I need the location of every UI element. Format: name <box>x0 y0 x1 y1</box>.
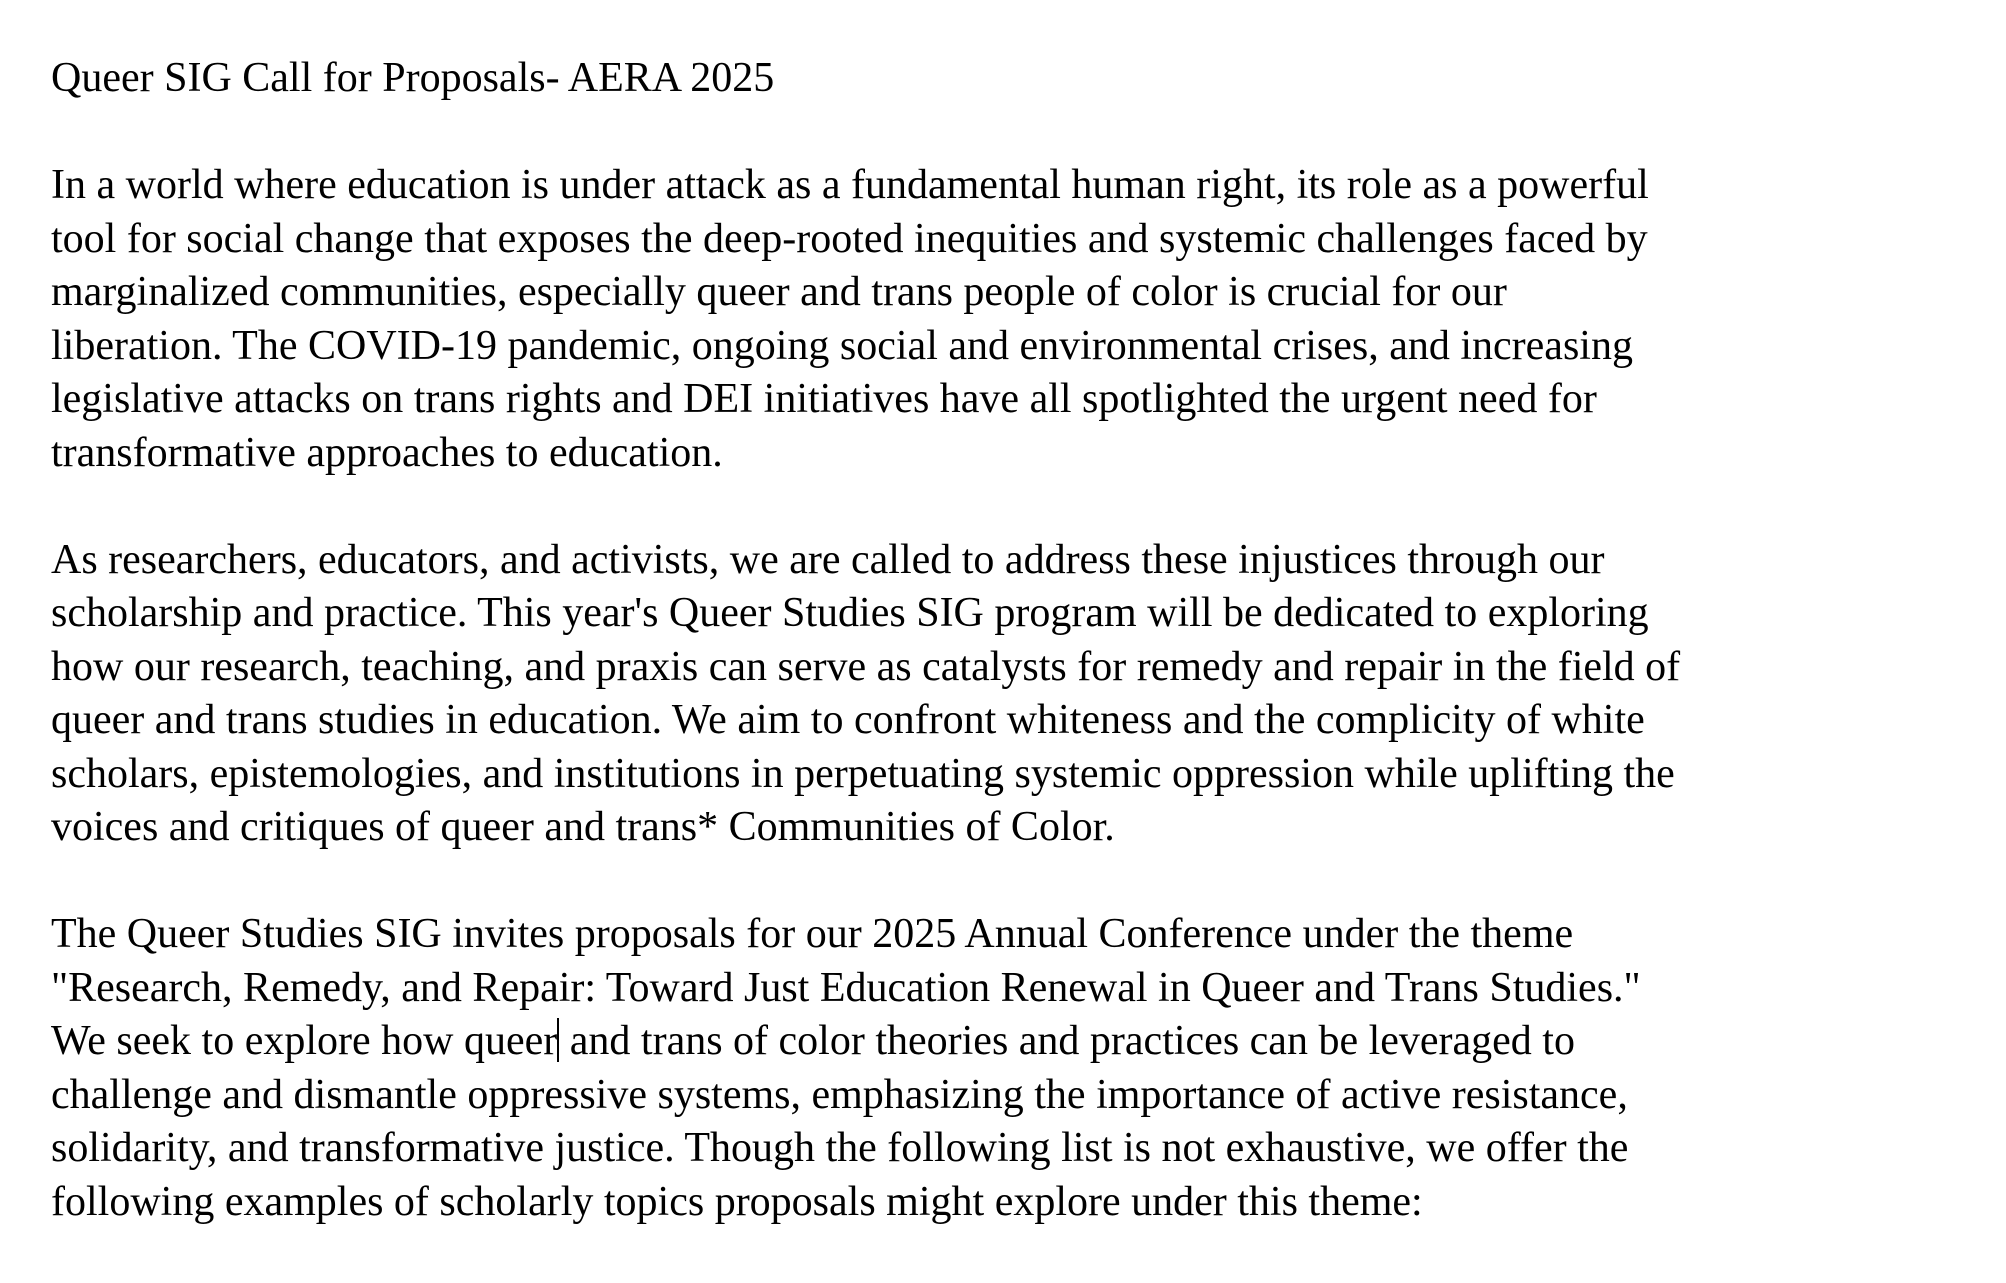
text-line[interactable]: tool for social change that exposes the deep-rooted inequities and systemic challenges faced by <box>51 215 1648 262</box>
text-line[interactable]: As researchers, educators, and activists, we are called to address these injustices through our <box>51 536 1605 583</box>
text-line[interactable]: The Queer Studies SIG invites proposals for our 2025 Annual Conference under the theme <box>51 911 1574 957</box>
paragraph-2[interactable] <box>51 534 1951 855</box>
text-line[interactable]: In a world where education is under attack as a fundamental human right, its role as a powerful <box>51 162 1649 208</box>
text-line[interactable]: scholarship and practice. This year's Queer Studies SIG program will be dedicated to exploring <box>51 590 1649 636</box>
text-before-caret[interactable]: We seek to explore how queer <box>51 1018 558 1064</box>
text-line-with-caret[interactable] <box>51 1015 1951 1069</box>
blank-line <box>51 106 1951 160</box>
text-line[interactable]: voices and critiques of queer and trans* Communities of Color. <box>51 804 1115 850</box>
text-after-caret[interactable]: and trans of color theories and practices can be leveraged to <box>559 1018 1575 1064</box>
text-line[interactable]: how our research, teaching, and praxis can serve as catalysts for remedy and repair in the field of <box>51 643 1681 690</box>
text-line[interactable]: "Research, Remedy, and Repair: Toward Just Education Renewal in Queer and Trans Studies." <box>51 964 1641 1011</box>
text-line[interactable]: transformative approaches to education. <box>51 429 723 476</box>
text-line[interactable]: challenge and dismantle oppressive systems, emphasizing the importance of active resistance, <box>51 1071 1628 1118</box>
document-body[interactable] <box>51 52 1951 1283</box>
text-line[interactable]: solidarity, and transformative justice. Though the following list is not exhaustive, we offer the <box>51 1125 1629 1171</box>
text-line[interactable]: legislative attacks on trans rights and DEI initiatives have all spotlighted the urgent need for <box>51 376 1597 422</box>
text-line[interactable]: queer and trans studies in education. We aim to confront whiteness and the complicity of white <box>51 697 1645 743</box>
paragraph-3[interactable] <box>51 908 1951 1229</box>
text-line[interactable]: marginalized communities, especially queer and trans people of color is crucial for our <box>51 269 1507 315</box>
paragraph-1[interactable] <box>51 159 1951 480</box>
text-line[interactable]: following examples of scholarly topics proposals might explore under this theme: <box>51 1178 1423 1225</box>
document-title[interactable]: Queer SIG Call for Proposals- AERA 2025 <box>51 55 775 101</box>
text-line[interactable]: scholars, epistemologies, and institutions in perpetuating systemic oppression while uplifting the <box>51 750 1675 797</box>
text-line[interactable]: liberation. The COVID-19 pandemic, ongoing social and environmental crises, and increasing <box>51 322 1633 369</box>
